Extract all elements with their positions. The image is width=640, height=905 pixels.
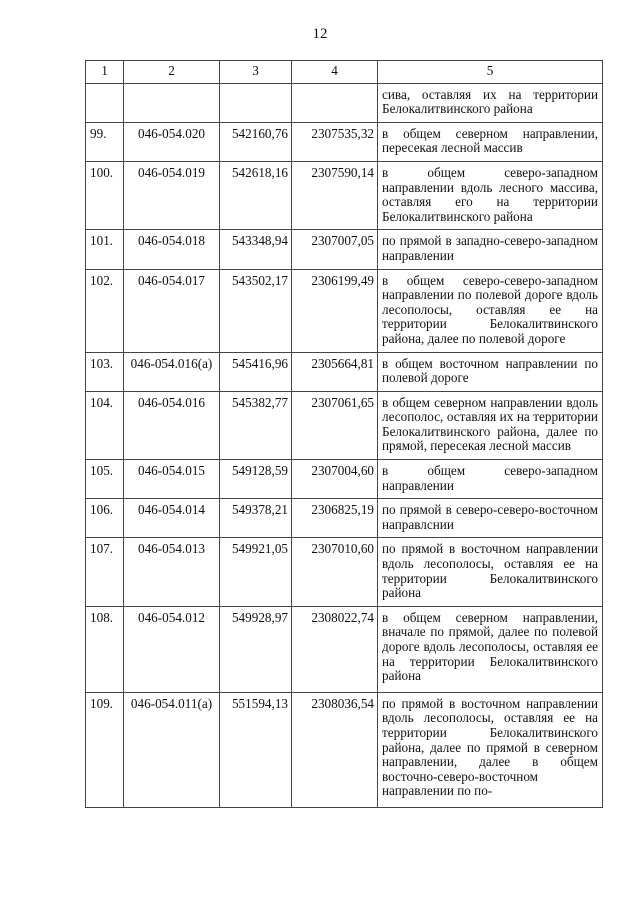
point-code: 046-054.014: [124, 499, 220, 538]
point-code: 046-054.016(а): [124, 352, 220, 391]
column-header: 5: [378, 61, 603, 84]
boundary-description: в общем северном направлении, вначале по прямой, далее по полевой дороге вдоль лесополосы, оставляя ее на территории Белокалитвинского района: [378, 606, 603, 692]
coordinate-y: 2307004,60: [292, 460, 378, 499]
coordinate-x: 549921,05: [220, 538, 292, 606]
point-code: 046-054.011(а): [124, 692, 220, 807]
point-code: 046-054.015: [124, 460, 220, 499]
table-row: [86, 230, 603, 269]
coordinate-y: 2307061,65: [292, 391, 378, 459]
table-row: [86, 499, 603, 538]
point-code: 046-054.020: [124, 122, 220, 161]
row-number: 100.: [86, 161, 124, 229]
coordinate-y: 2307010,60: [292, 538, 378, 606]
boundary-description: по прямой в западно-северо-западном направлении: [378, 230, 603, 269]
table-row: [86, 538, 603, 606]
boundary-description: по прямой в восточном направлении вдоль лесополосы, оставляя ее на территории Белокалитвинского района, далее по прямой в северном направлении, далее в общем восточно-северо-восточном направлении по по-: [378, 692, 603, 807]
coordinate-y: 2305664,81: [292, 352, 378, 391]
point-code: 046-054.019: [124, 161, 220, 229]
column-header: 4: [292, 61, 378, 84]
coordinate-y: 2307535,32: [292, 122, 378, 161]
point-code: 046-054.017: [124, 269, 220, 352]
table-row: [86, 269, 603, 352]
boundary-description: по прямой в восточном направлении вдоль лесополосы, оставляя ее на территории Белокалитвинского района: [378, 538, 603, 606]
column-header: 1: [86, 61, 124, 84]
coordinate-y: 2308022,74: [292, 606, 378, 692]
column-header: 3: [220, 61, 292, 84]
coordinate-x: 543348,94: [220, 230, 292, 269]
coordinate-y: 2306199,49: [292, 269, 378, 352]
row-number: 108.: [86, 606, 124, 692]
coordinate-x: 545416,96: [220, 352, 292, 391]
coordinate-y: 2306825,19: [292, 499, 378, 538]
coordinate-y: 2308036,54: [292, 692, 378, 807]
table-row: [86, 122, 603, 161]
point-code: 046-054.018: [124, 230, 220, 269]
coordinate-y: 2307007,05: [292, 230, 378, 269]
row-number: 99.: [86, 122, 124, 161]
boundary-description: по прямой в северо-северо-восточном направлснии: [378, 499, 603, 538]
row-number: 101.: [86, 230, 124, 269]
table-row: [86, 352, 603, 391]
boundary-description: в общем северо-западном направлении вдоль лесного массива, оставляя его на территории Белокалитвинского района: [378, 161, 603, 229]
table-row: [86, 391, 603, 459]
coordinate-x: 543502,17: [220, 269, 292, 352]
coordinate-y: 2307590,14: [292, 161, 378, 229]
row-number: 104.: [86, 391, 124, 459]
coordinate-x: 551594,13: [220, 692, 292, 807]
point-code: [124, 83, 220, 122]
column-header: 2: [124, 61, 220, 84]
coordinate-x: 549378,21: [220, 499, 292, 538]
row-number: 107.: [86, 538, 124, 606]
boundary-description: в общем северо-северо-западном направлении по полевой дороге вдоль лесополосы, оставляя ее на территории Белокалитвинского района, далее по полевой дороге: [378, 269, 603, 352]
row-number: 102.: [86, 269, 124, 352]
row-number: 106.: [86, 499, 124, 538]
coordinate-x: 545382,77: [220, 391, 292, 459]
point-code: 046-054.016: [124, 391, 220, 459]
boundary-description: в общем северном направлении вдоль лесополос, оставляя их на территории Белокалитвинского района, далее по прямой, пересекая лесной массив: [378, 391, 603, 459]
boundary-description: сива, оставляя их на территории Белокалитвинского района: [378, 83, 603, 122]
table-header-row: [86, 61, 603, 84]
boundary-coordinates-table: [85, 60, 603, 808]
boundary-description: в общем северо-западном направлении: [378, 460, 603, 499]
point-code: 046-054.013: [124, 538, 220, 606]
boundary-description: в общем северном направлении, пересекая лесной массив: [378, 122, 603, 161]
table-row: [86, 692, 603, 807]
coordinate-x: 542618,16: [220, 161, 292, 229]
boundary-description: в общем восточном направлении по полевой дороге: [378, 352, 603, 391]
row-number: 109.: [86, 692, 124, 807]
coordinate-x: 549928,97: [220, 606, 292, 692]
table-row: [86, 83, 603, 122]
coordinate-x: 549128,59: [220, 460, 292, 499]
point-code: 046-054.012: [124, 606, 220, 692]
coordinate-x: 542160,76: [220, 122, 292, 161]
page-number: 12: [312, 26, 328, 42]
row-number: 103.: [86, 352, 124, 391]
coordinate-y: [292, 83, 378, 122]
table-row: [86, 161, 603, 229]
row-number: 105.: [86, 460, 124, 499]
table-row: [86, 606, 603, 692]
coordinate-x: [220, 83, 292, 122]
table-row: [86, 460, 603, 499]
row-number: [86, 83, 124, 122]
